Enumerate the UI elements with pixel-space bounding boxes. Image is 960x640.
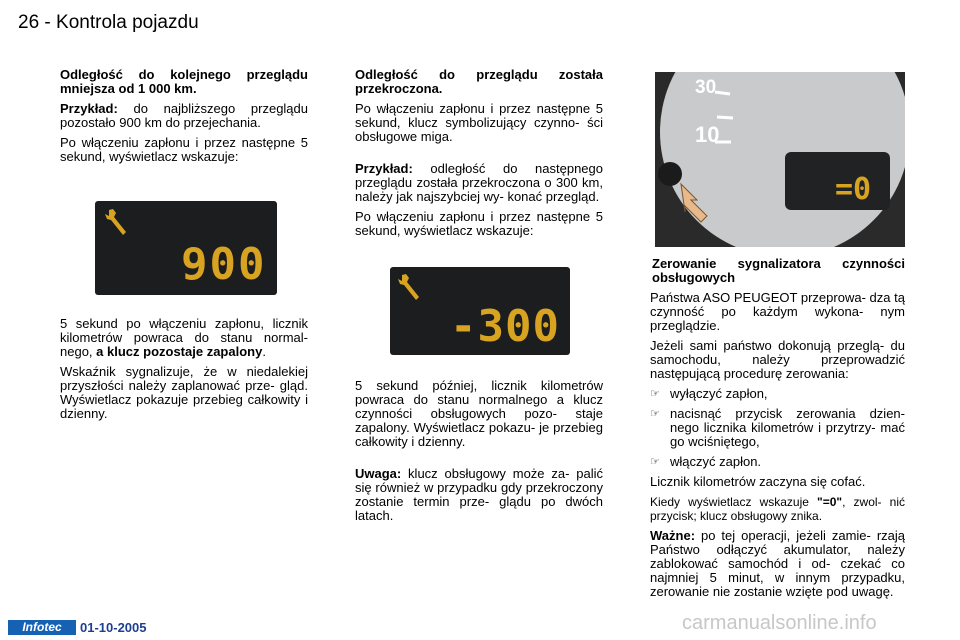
aso-paragraph: Państwa ASO PEUGEOT przeprowa- dza tą czynność po każdym wykona- nym przeglądzie.: [650, 290, 905, 333]
note-label: Uwaga:: [355, 466, 402, 481]
gauge-label-10: 10: [695, 122, 720, 147]
countdown-paragraph: Licznik kilometrów zaczyna się cofać.: [650, 474, 866, 489]
pointing-hand-icon: ☞: [650, 408, 660, 420]
release-paragraph: Kiedy wyświetlacz wskazuje "=0", zwol- nić przycisk; klucz obsługowy znika.: [650, 495, 906, 523]
gauge-illustration: [655, 72, 905, 247]
note-paragraph: Uwaga: klucz obsługowy może za- palić się również w przypadku gdy przekroczony zostanie termin prze- glądu po dwóch latach.: [355, 466, 603, 523]
column-1-bottom: [60, 317, 308, 427]
important-label: Ważne:: [650, 528, 696, 543]
pointing-hand-icon: ☞: [650, 456, 660, 468]
step-2: ☞ nacisnąć przycisk zerowania dzien- nego licznika kilometrów i przytrzy- mać go wciśniętego,: [650, 406, 905, 449]
column-2-top: [355, 68, 603, 244]
lcd-value-900: 900: [181, 239, 267, 290]
lcd-display-minus-300: [390, 267, 570, 355]
infotec-logo: Infotec: [8, 620, 76, 635]
wrench-icon: [103, 207, 131, 237]
section-heading-reset: Zerowanie sygnalizatora czynności obsługowych: [652, 256, 905, 285]
example-paragraph-300: Przykład: odległość do następnego przeglądu została przekroczona o 300 km, należy jak najszybciej wy- konać przegląd.: [355, 161, 603, 204]
gauge-label-30: 30: [695, 77, 717, 98]
column-2-bottom: [355, 379, 603, 529]
section-heading-under-1000: Odległość do kolejnego przeglądu mniejsza od 1 000 km.: [60, 67, 308, 96]
instrument-cluster-image: [655, 72, 905, 247]
wrench-icon-2: [396, 272, 424, 302]
footer-date: 01-10-2005: [80, 620, 147, 635]
page-header: [18, 12, 199, 34]
ignition-paragraph-1: Po włączeniu zapłonu i przez następne 5 sekund, wyświetlacz wskazuje:: [60, 135, 308, 164]
example-paragraph-900: Przykład: do najbliższego przeglądu pozostało 900 km do przejechania.: [60, 101, 308, 130]
return-paragraph-2: 5 sekund później, licznik kilometrów powraca do stanu normalnego a klucz czynności obsługowych pozo- staje zapalony. Wyświetlacz pokazu- je przebieg całkowity i dzienny.: [355, 378, 603, 449]
return-paragraph-1: 5 sekund po włączeniu zapłonu, licznik kilometrów powraca do stanu normal- nego, a klucz pozostaje zapalony.: [60, 316, 308, 359]
ignition-paragraph-2: Po włączeniu zapłonu i przez następne 5 sekund, wyświetlacz wskazuje:: [355, 209, 603, 238]
indicator-paragraph: Wskaźnik sygnalizuje, że w niedalekiej przyszłości należy zaplanować prze- gląd. Wyświetlacz pokazuje przebieg całkowity i dzienny.: [60, 364, 308, 421]
pointing-hand-icon: ☞: [650, 388, 660, 400]
page-title: Kontrola pojazdu: [56, 12, 199, 33]
example-label-2: Przykład:: [355, 161, 413, 176]
lcd-value-zero: =0: [835, 172, 872, 207]
column-3-text: [650, 257, 905, 605]
step-3: ☞ włączyć zapłon.: [650, 454, 762, 469]
blink-paragraph: Po włączeniu zapłonu i przez następne 5 sekund, klucz symbolizujący czynno- ści obsługowe miga.: [355, 101, 603, 144]
section-heading-exceeded: Odległość do przeglądu została przekroczona.: [355, 67, 603, 96]
example-label: Przykład:: [60, 101, 118, 116]
lcd-display-900: [95, 201, 277, 295]
column-1-top: [60, 68, 308, 170]
page-number: 26: [18, 12, 40, 33]
watermark: carmanualsonline.info: [682, 612, 877, 634]
lcd-value-minus-300: -300: [450, 301, 560, 352]
header-separator: -: [44, 12, 51, 33]
important-paragraph: Ważne: po tej operacji, jeżeli zamie- rzają Państwo odłączyć akumulator, należy zablokować samochód i od- czekać co najmniej 5 minut, w innym przypadku, zerowanie nie zostanie wzięte pod uwagę.: [650, 528, 905, 599]
procedure-intro-paragraph: Jeżeli sami państwo dokonują przeglą- du samochodu, należy przeprowadzić następującą procedurę zerowania:: [650, 338, 905, 381]
step-1: ☞ wyłączyć zapłon,: [650, 386, 768, 401]
